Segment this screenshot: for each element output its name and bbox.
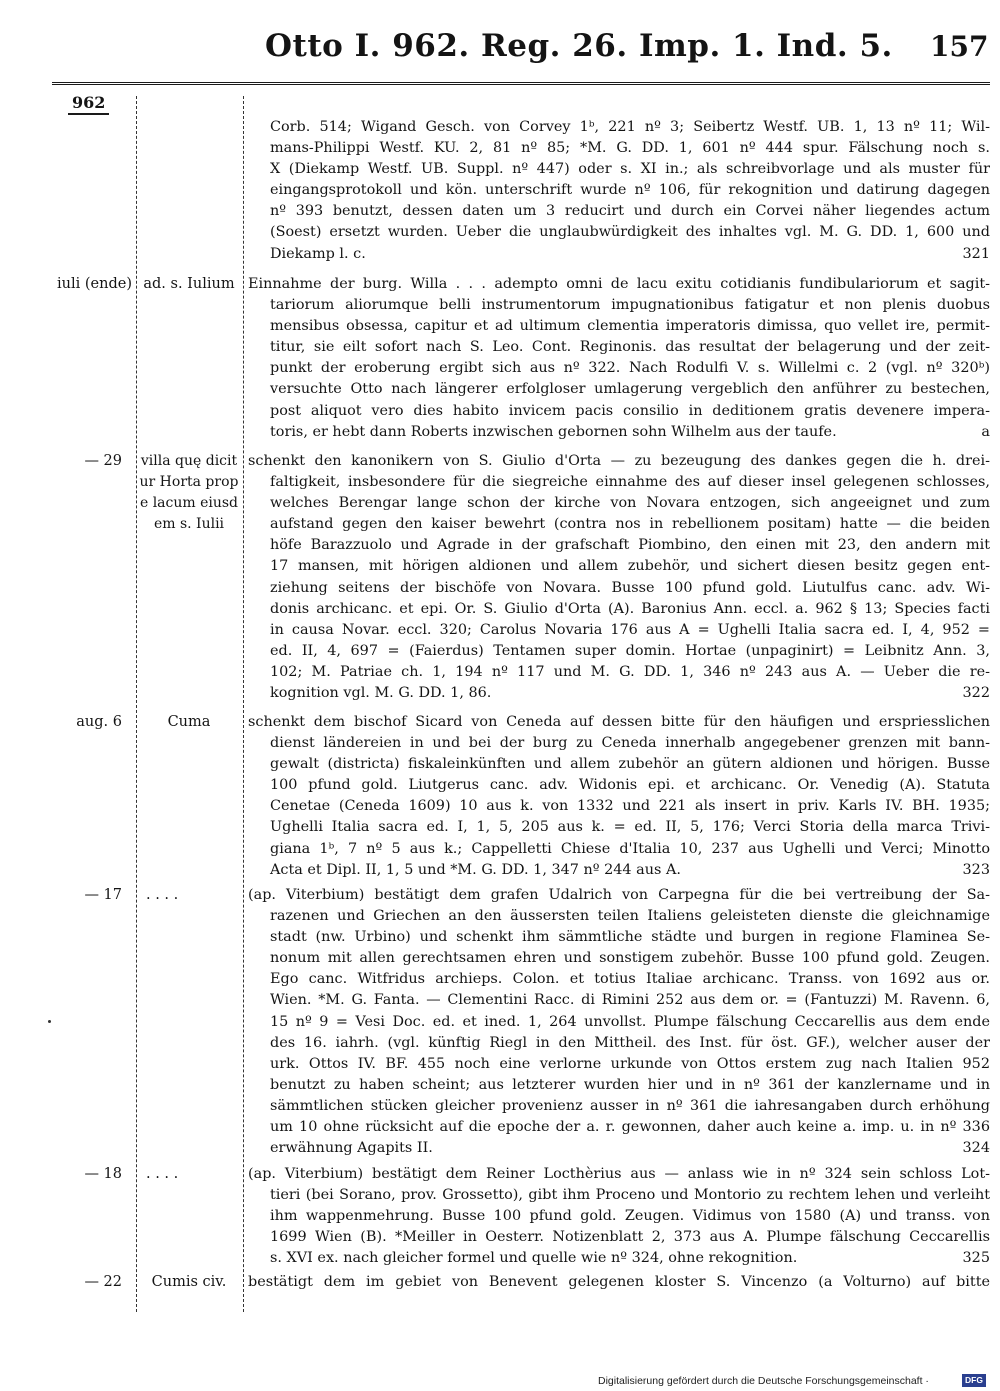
entry-text bbox=[248, 1272, 990, 1293]
entry-date: aug. 6 bbox=[76, 714, 122, 730]
register-number: 325 bbox=[962, 1250, 990, 1267]
text-line: stadt (nw. Urbino) und schenkt ihm sämmtliche städte und burgen in regione Flaminea Se- bbox=[270, 929, 990, 946]
text-line: versuchte Otto nach längerer erfolgloser umlagerung vergeblich den anführer zu bestechen, bbox=[270, 381, 990, 398]
text-line: toris, er hebt dann Roberts inzwischen gebornen sohn Wilhelm aus der taufe. a bbox=[248, 422, 990, 443]
register-number: 321 bbox=[962, 245, 990, 262]
text-line: in causa Novar. eccl. 320; Carolus Novaria 176 aus A = Ughelli Italia sacra ed. I, 4, 952 = bbox=[270, 621, 990, 638]
entry-text bbox=[248, 274, 990, 443]
register-number: a bbox=[981, 423, 990, 440]
text-line: post aliquot vero dies habito invicem pacis consilio in deditionem gratis devenere impera- bbox=[270, 402, 990, 419]
text-line: (Soest) ersetzt wurden. Ueber die unglaubwürdigkeit des inhaltes vgl. M. G. DD. 1, 600 und bbox=[270, 224, 990, 241]
year-label: 962 bbox=[68, 93, 109, 115]
text-line: (ap. Viterbium) bestätigt dem Reiner Locthèrius aus — anlass wie in nº 324 sein schloss Lot- bbox=[248, 1166, 990, 1182]
text-line: erwähnung Agapits II. 324 bbox=[248, 1138, 990, 1159]
text-line: Einnahme der burg. Willa . . . adempto omni de lacu exitu cotidianis fundibulariorum et sagit- bbox=[248, 276, 990, 292]
text-line: giana 1ᵇ, 7 nº 5 aus k.; Cappelletti Chiese d'Italia 10, 237 aus Ughelli und Verci; Minotto bbox=[270, 840, 990, 857]
entry-date: — 22 bbox=[84, 1274, 122, 1290]
text-line: ihm wappenmehrung. Busse 100 pfund gold. Zeugen. Vidimus von 1580 (A) und transs. von bbox=[270, 1208, 990, 1225]
text-line: bestätigt dem im gebiet von Benevent gelegenen kloster S. Vincenzo (a Volturno) auf bitte bbox=[248, 1274, 990, 1290]
entry-date: — 29 bbox=[84, 453, 122, 469]
text-line: benutzt zu haben scheint; aus letzterer wurden hier und in nº 361 der kanzlername und in bbox=[270, 1076, 990, 1093]
entry-date: — 17 bbox=[84, 887, 122, 903]
text-line: Acta et Dipl. II, 1, 5 und *M. G. DD. 1, 347 nº 244 aus A. 323 bbox=[248, 860, 990, 881]
register-number: 322 bbox=[962, 685, 990, 702]
text-line: eingangsprotokoll und kön. unterschrift wurde nº 106, für rekognition und datirung dagegen bbox=[270, 182, 990, 199]
text-line: Corb. 514; Wigand Gesch. von Corvey 1ᵇ, 221 nº 3; Seibertz Westf. UB. 1, 13 nº 11; Wil- bbox=[270, 119, 990, 135]
entry-text bbox=[248, 1164, 990, 1269]
text-line: um 10 ohne rücksicht auf die epoche der a. r. gewonnen, daher auch keine a. imp. u. in nº 336 bbox=[270, 1119, 990, 1136]
text-line: Ughelli Italia sacra ed. I, 1, 5, 205 aus k. = ed. II, 5, 176; Verci Storia della marca Trivi- bbox=[270, 819, 990, 836]
text-line: urk. Ottos IV. BF. 455 noch eine verlorne urkunde von Ottos erstem zug nach Italien 952 bbox=[270, 1055, 990, 1072]
entry-place: . . . . bbox=[146, 887, 179, 903]
text-line: nº 393 benutzt, dessen daten um 3 reducirt und durch ein Corvei näher liegendes actum bbox=[270, 203, 990, 220]
header-rule bbox=[52, 82, 990, 85]
text-line: tariorum aliorumque belli instrumentorum impugnationibus fatigatur et non plenis duobus bbox=[270, 297, 990, 314]
entry-date: — 18 bbox=[84, 1166, 122, 1182]
text-line: Ego canc. Witfridus archieps. Colon. et totius Italiae archicanc. Transs. von 1692 aus or. bbox=[270, 971, 990, 988]
column-divider-right bbox=[243, 96, 244, 1312]
text-line: donis archicanc. et epi. Or. S. Giulio d'Orta (A). Baronius Ann. eccl. a. 962 § 13; Species facti bbox=[270, 600, 990, 617]
text-line: 17 mansen, mit hörigen aldionen und allem zubehör, und sichert diesen besitz gegen ent- bbox=[270, 558, 990, 575]
text-line: 1699 Wien (B). *Meiller in Oesterr. Notizenblatt 2, 373 aus A. Plumpe fälschung Ceccarellis bbox=[270, 1229, 990, 1246]
text-line: dienst ländereien in und bei der burg zu Ceneda innerhalb angegebener grenzen mit bann- bbox=[270, 735, 990, 752]
text-line: mans-Philippi Westf. KU. 2, 81 nº 85; *M. G. DD. 1, 601 nº 444 spur. Fälschung noch s. bbox=[270, 140, 990, 157]
entry-text bbox=[248, 451, 990, 704]
entry-place: . . . . bbox=[146, 1166, 179, 1182]
text-line: punkt der eroberung ergibt sich aus nº 322. Nach Rodulfi V. s. Willelmi c. 2 (vgl. nº 320ᵇ) bbox=[270, 360, 990, 377]
entry-text bbox=[248, 712, 990, 881]
print-speck bbox=[48, 1020, 51, 1023]
text-line: kognition vgl. M. G. DD. 1, 86. 322 bbox=[248, 683, 990, 704]
column-divider-left bbox=[136, 96, 137, 1312]
text-line: 15 nº 9 = Vesi Doc. ed. et ined. 1, 264 unvollst. Plumpe fälschung Ceccarellis aus dem ende bbox=[270, 1013, 990, 1030]
text-line: 100 pfund gold. Liutgerus canc. adv. Widonis epi. et archicanc. Or. Venedig (A). Statuta bbox=[270, 777, 990, 794]
text-line: razenen und Griechen an den äussersten teilen Italiens geleisteten dienste die gleichnamige bbox=[270, 908, 990, 925]
text-line: schenkt dem bischof Sicard von Ceneda auf dessen bitte für den häufigen und erspriesslichen bbox=[248, 714, 990, 730]
text-line: des 16. iahrh. (vgl. künftig Riegl in den Mittheil. des Inst. für öst. GF.), welcher auser der bbox=[270, 1034, 990, 1051]
text-line: (ap. Viterbium) bestätigt dem grafen Udalrich von Carpegna für die bei vertreibung der Sa- bbox=[248, 887, 990, 903]
text-line: faltigkeit, insbesondere für die siegreiche einnahme des auf dieser insel gelegenen schlosses, bbox=[270, 474, 990, 491]
text-line: Cenetae (Ceneda 1609) 10 aus k. von 1332 und 221 als insert in priv. Karls IV. BH. 1935; bbox=[270, 798, 990, 815]
register-number: 323 bbox=[962, 861, 990, 878]
text-line: schenkt den kanonikern von S. Giulio d'Orta — zu bezeugung des dankes gegen die h. drei- bbox=[248, 453, 990, 469]
entry-text bbox=[270, 117, 990, 265]
text-line: gewalt (districta) fiskaleinkünften und allem zubehör an gütern aldionen und hörigen. Busse bbox=[270, 756, 990, 773]
text-line: Wien. *M. G. Fanta. — Clementini Racc. di Rimini 252 aus dem or. = (Fantuzzi) M. Ravenn. 6, bbox=[270, 992, 990, 1009]
page-number: 157 bbox=[930, 30, 989, 63]
text-line: X (Diekamp Westf. UB. Suppl. nº 447) oder s. XI in.; als schreibvorlage und als muster für bbox=[270, 161, 990, 178]
dfg-logo-icon: DFG bbox=[962, 1374, 986, 1387]
text-line: höfe Barazzuolo und Agrade in der grafschaft Piombino, den einen mit 23, den andern mit bbox=[270, 537, 990, 554]
page-header bbox=[0, 28, 1000, 74]
entry-place: Cumis civ. bbox=[151, 1274, 227, 1290]
text-line: ziehung seitens der bischöfe von Novara. Busse 100 pfund gold. Liutulfus canc. adv. Wi- bbox=[270, 579, 990, 596]
text-line: welches Berengar lange schon der kirche von Novara entzogen, sich angeeignet und zum bbox=[270, 495, 990, 512]
text-line: 102; M. Patriae ch. 1, 194 nº 117 und M. G. DD. 1, 346 nº 243 aus A. — Ueber die re- bbox=[270, 663, 990, 680]
entry-place: Cuma bbox=[167, 714, 211, 730]
text-line: sämmtlichen stücken gleicher provenienz ausser in nº 361 die iahresangaben durch erhöhung bbox=[270, 1097, 990, 1114]
entry-date: iuli (ende) bbox=[57, 276, 132, 292]
funding-credit: Digitalisierung gefördert durch die Deutsche Forschungsgemeinschaft · bbox=[598, 1375, 929, 1387]
text-line: aufstand gegen den kaiser bewehrt (contra nos in rebellionem positam) hatte — die beiden bbox=[270, 516, 990, 533]
text-line: mensibus obsessa, capitur et ad ultimum clementia imperatoris dimissa, quo vellet ire, permit- bbox=[270, 318, 990, 335]
page-title: Otto I. 962. Reg. 26. Imp. 1. Ind. 5. bbox=[265, 28, 893, 64]
text-line: tieri (bei Sorano, prov. Grossetto), gibt ihm Proceno und Montorio zu rechtem lehen und verleiht bbox=[270, 1187, 990, 1204]
text-line: s. XVI ex. nach gleicher formel und quelle wie nº 324, ohne rekognition. 325 bbox=[248, 1248, 990, 1269]
text-line: ed. II, 4, 697 = (Faierdus) Tentamen super domin. Hortae (unpaginirt) = Leibnitz Ann. 3, bbox=[270, 642, 990, 659]
text-line: Diekamp l. c. 321 bbox=[270, 244, 990, 265]
entry-place: ad. s. Iulium bbox=[143, 276, 235, 292]
text-line: nonum mit allen gerechtsamen ehren und sonstigem zubehör. Busse 100 pfund gold. Zeugen. bbox=[270, 950, 990, 967]
text-line: titur, sie eilt sofort nach S. Leo. Cont. Reginonis. das resultat der belagerung und der zeit- bbox=[270, 339, 990, 356]
register-number: 324 bbox=[962, 1140, 990, 1157]
entry-text bbox=[248, 885, 990, 1159]
entry-place: villa quę dicitur Horta prope lacum eiusdem s. Iulii bbox=[139, 453, 239, 532]
